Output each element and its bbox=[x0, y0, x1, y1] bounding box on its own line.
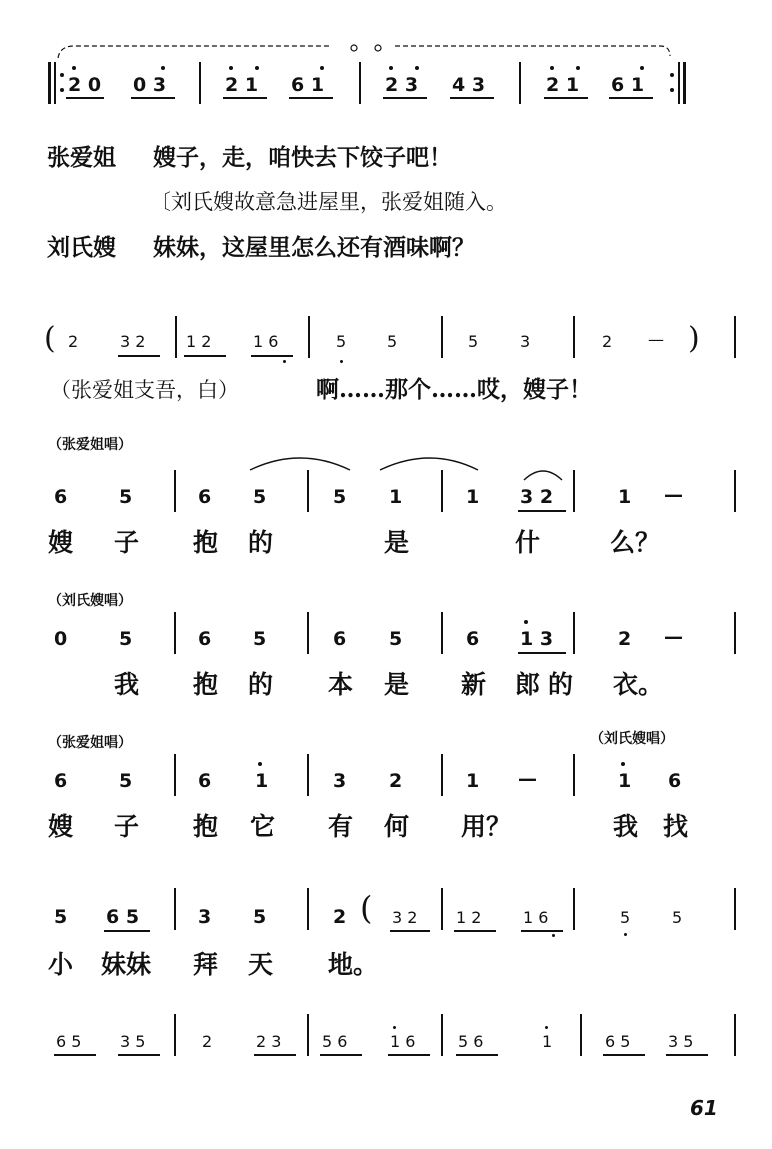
barline bbox=[441, 754, 443, 796]
note-group: 5 bbox=[119, 486, 133, 508]
note-group: 3 bbox=[333, 770, 347, 792]
note-group: 6 bbox=[333, 628, 347, 650]
note-group: 5 bbox=[468, 332, 479, 351]
barline bbox=[734, 1014, 736, 1056]
line2-open-paren: ( bbox=[44, 321, 56, 356]
octave-dot bbox=[258, 762, 262, 766]
beam-underline bbox=[388, 1054, 430, 1056]
barline bbox=[307, 888, 309, 930]
line1-m3-notes-a: 2 3 bbox=[385, 74, 419, 96]
lyric-char: 的 bbox=[248, 670, 274, 699]
lyric-char: 小 bbox=[48, 950, 74, 979]
lyric-char: 拜 bbox=[193, 950, 219, 979]
note-group: 5 bbox=[253, 628, 267, 650]
note-group: 1 bbox=[389, 486, 403, 508]
stage-direction: 〔刘氏嫂故意急进屋里，张爱姐随入。 bbox=[150, 190, 507, 214]
note-group: 1 bbox=[466, 486, 480, 508]
note-group: 5 bbox=[119, 628, 133, 650]
beam-underline bbox=[54, 1054, 96, 1056]
barline bbox=[441, 1014, 443, 1056]
barline bbox=[174, 754, 176, 796]
beam-underline bbox=[456, 1054, 498, 1056]
note-group: — bbox=[648, 330, 664, 349]
note-group: 2 bbox=[68, 332, 79, 351]
note-group: — bbox=[664, 626, 683, 648]
note-group: 3 bbox=[198, 906, 212, 928]
lyric-char: 子 bbox=[114, 528, 140, 557]
line1-m1-notes-b: 0 3 bbox=[133, 74, 167, 96]
barline bbox=[734, 612, 736, 654]
note-group: 3 2 bbox=[120, 332, 146, 351]
octave-dot bbox=[621, 762, 625, 766]
singer-label: （张爱姐唱） bbox=[48, 437, 132, 453]
note-group: 2 bbox=[389, 770, 403, 792]
lyric-char: 郎 bbox=[515, 670, 541, 699]
beam-underline bbox=[390, 930, 430, 932]
spoken-text: 啊……那个……哎，嫂子！ bbox=[316, 376, 592, 403]
beam-underline bbox=[320, 1054, 362, 1056]
beam-underline bbox=[454, 930, 496, 932]
line1-m3-notes-b: 4 3 bbox=[452, 74, 486, 96]
barline bbox=[573, 612, 575, 654]
note-group: 6 5 bbox=[106, 906, 140, 928]
singer-label: （张爱姐唱） bbox=[48, 735, 132, 751]
lyric-char: 新 bbox=[461, 670, 487, 699]
lyric-char: 何 bbox=[384, 812, 410, 841]
slur-mark bbox=[250, 458, 350, 470]
lyric-char: 么？ bbox=[610, 528, 661, 557]
lyric-char: 的 bbox=[548, 670, 574, 699]
barline bbox=[307, 1014, 309, 1056]
page-number: 61 bbox=[690, 1096, 718, 1120]
barline bbox=[573, 888, 575, 930]
lyric-char: 本 bbox=[328, 670, 354, 699]
note-group: 3 2 bbox=[520, 486, 554, 508]
note-group: 1 2 bbox=[186, 332, 212, 351]
note-group: 5 bbox=[620, 908, 631, 927]
lyric-char: 我 bbox=[114, 670, 140, 699]
lyric-char: 嫂 bbox=[48, 528, 74, 557]
note-group: 1 bbox=[466, 770, 480, 792]
note-group: 3 5 bbox=[120, 1032, 146, 1051]
line1-m1-notes-a: 2 0 bbox=[68, 74, 102, 96]
note-group: 2 bbox=[618, 628, 632, 650]
lyric-char: 妹妹 bbox=[101, 950, 152, 979]
beam-underline bbox=[666, 1054, 708, 1056]
octave-dot bbox=[545, 1026, 548, 1029]
octave-dot bbox=[552, 934, 555, 937]
barline bbox=[174, 888, 176, 930]
speaker-zhang: 张爱姐 bbox=[47, 144, 116, 171]
note-group: 6 5 bbox=[605, 1032, 631, 1051]
barline bbox=[307, 754, 309, 796]
note-group: 1 bbox=[618, 770, 632, 792]
barline bbox=[307, 612, 309, 654]
dialog-line-1: 嫂子，走，咱快去下饺子吧！ bbox=[153, 144, 452, 171]
barline bbox=[734, 470, 736, 512]
note-group: 5 bbox=[253, 906, 267, 928]
note-group: 1 bbox=[542, 1032, 553, 1051]
lyric-char: 地。 bbox=[328, 950, 379, 979]
note-group: — bbox=[664, 484, 683, 506]
beam-underline bbox=[518, 510, 566, 512]
singer-label-2: （刘氏嫂唱） bbox=[590, 731, 674, 747]
barline bbox=[573, 754, 575, 796]
beam-underline bbox=[104, 930, 150, 932]
note-group: 1 6 bbox=[390, 1032, 416, 1051]
lyric-char: 什 bbox=[515, 528, 541, 557]
lyric-char: 嫂 bbox=[48, 812, 74, 841]
barline bbox=[441, 888, 443, 930]
beam-underline bbox=[254, 1054, 296, 1056]
lyric-char: 抱 bbox=[193, 528, 219, 557]
line1-m4-notes-b: 6 1 bbox=[611, 74, 645, 96]
note-group: 1 6 bbox=[253, 332, 279, 351]
note-group: 6 bbox=[54, 486, 68, 508]
note-group: 5 6 bbox=[458, 1032, 484, 1051]
lyric-char: 天 bbox=[248, 950, 274, 979]
note-group: 1 bbox=[618, 486, 632, 508]
slur-mark bbox=[524, 471, 562, 480]
note-group: 3 2 bbox=[392, 908, 418, 927]
beam-underline bbox=[118, 1054, 160, 1056]
note-group: 2 bbox=[602, 332, 613, 351]
lyric-char: 衣。 bbox=[613, 670, 664, 699]
note-group: 5 bbox=[253, 486, 267, 508]
line1-m2-notes-a: 2 1 bbox=[225, 74, 259, 96]
slur-mark bbox=[380, 458, 478, 470]
lyric-char: 是 bbox=[384, 670, 410, 699]
beam-underline bbox=[603, 1054, 645, 1056]
lyric-char: 找 bbox=[663, 812, 689, 841]
note-group: 3 5 bbox=[668, 1032, 694, 1051]
barline bbox=[174, 1014, 176, 1056]
note-group: 6 bbox=[198, 486, 212, 508]
note-group: 1 bbox=[255, 770, 269, 792]
dialog-line-2: 妹妹，这屋里怎么还有酒味啊？ bbox=[153, 234, 475, 261]
note-group: 1 3 bbox=[520, 628, 554, 650]
note-group: 2 bbox=[333, 906, 347, 928]
note-group: 2 bbox=[202, 1032, 213, 1051]
barline bbox=[174, 470, 176, 512]
singer-label: （刘氏嫂唱） bbox=[48, 593, 132, 609]
spoken-cue: （张爱姐支吾，白） bbox=[50, 378, 239, 402]
lyric-char: 抱 bbox=[193, 812, 219, 841]
note-group: 1 2 bbox=[456, 908, 482, 927]
beam-underline bbox=[521, 930, 563, 932]
note-group: 2 3 bbox=[256, 1032, 282, 1051]
line1-m4-notes-a: 2 1 bbox=[546, 74, 580, 96]
lyric-char: 的 bbox=[248, 528, 274, 557]
note-group: 6 bbox=[198, 628, 212, 650]
barline bbox=[734, 888, 736, 930]
line1-m2-notes-b: 6 1 bbox=[291, 74, 325, 96]
note-group: 5 bbox=[119, 770, 133, 792]
note-group: 5 6 bbox=[322, 1032, 348, 1051]
note-group: 6 5 bbox=[56, 1032, 82, 1051]
note-group: 5 bbox=[333, 486, 347, 508]
note-group: 6 bbox=[54, 770, 68, 792]
note-group: 6 bbox=[466, 628, 480, 650]
octave-dot bbox=[624, 933, 627, 936]
note-group: 6 bbox=[668, 770, 682, 792]
note-group: 3 bbox=[520, 332, 531, 351]
octave-dot bbox=[393, 1026, 396, 1029]
note-group: 5 bbox=[336, 332, 347, 351]
barline bbox=[174, 612, 176, 654]
barline bbox=[441, 470, 443, 512]
note-group: 1 6 bbox=[523, 908, 549, 927]
beam-underline bbox=[518, 652, 566, 654]
lyric-char: 我 bbox=[613, 812, 639, 841]
score-mark: ( bbox=[360, 889, 373, 927]
note-group: 5 bbox=[54, 906, 68, 928]
barline bbox=[441, 612, 443, 654]
barline bbox=[573, 470, 575, 512]
lyric-char: 它 bbox=[250, 812, 276, 841]
barline bbox=[307, 470, 309, 512]
lyric-char: 有 bbox=[328, 812, 354, 841]
octave-dot bbox=[524, 620, 528, 624]
note-group: 5 bbox=[672, 908, 683, 927]
line2-close-paren: ) bbox=[688, 321, 700, 356]
lyric-char: 是 bbox=[384, 528, 410, 557]
speaker-liu: 刘氏嫂 bbox=[47, 234, 116, 261]
note-group: 0 bbox=[54, 628, 68, 650]
lyric-char: 抱 bbox=[193, 670, 219, 699]
note-group: — bbox=[518, 768, 537, 790]
note-group: 5 bbox=[389, 628, 403, 650]
lyric-char: 用？ bbox=[461, 812, 512, 841]
barline bbox=[580, 1014, 582, 1056]
note-group: 6 bbox=[198, 770, 212, 792]
lyric-char: 子 bbox=[114, 812, 140, 841]
note-group: 5 bbox=[387, 332, 398, 351]
